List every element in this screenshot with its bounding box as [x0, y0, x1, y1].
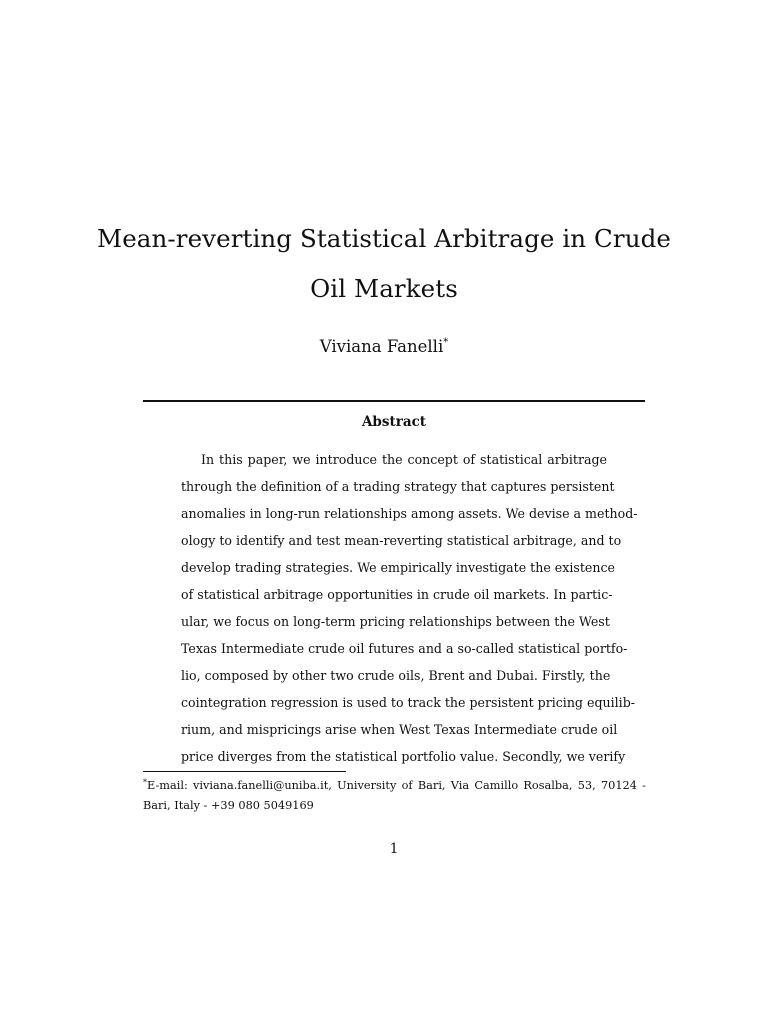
abstract-line: cointegration regression is used to track the persistent pricing equilib- — [181, 695, 636, 710]
abstract-top-rule — [143, 400, 645, 402]
abstract-body — [181, 446, 638, 770]
footnote-mark: * — [143, 778, 147, 787]
abstract-heading: Abstract — [361, 414, 427, 430]
footnote-text-2: Bari, Italy - +39 080 5049169 — [143, 799, 314, 812]
footnote — [143, 776, 646, 816]
abstract-line: lio, composed by other two crude oils, Brent and Dubai. Firstly, the — [181, 668, 611, 683]
page-number: 1 — [389, 841, 399, 857]
abstract-line: rium, and mispricings arise when West Texas Intermediate crude oil — [181, 722, 618, 737]
footnote-rule — [143, 771, 346, 772]
footnote-text-1: E-mail: viviana.fanelli@uniba.it, University of Bari, Via Camillo Rosalba, 53, 70124 - — [147, 779, 646, 792]
paper-title-line-2: Oil Markets — [310, 274, 458, 303]
abstract-line: price diverges from the statistical portfolio value. Secondly, we verify — [181, 749, 626, 764]
author-name — [0, 337, 768, 356]
abstract-line: Texas Intermediate crude oil futures and a so-called statistical portfo- — [181, 641, 628, 656]
abstract-line: In this paper, we introduce the concept of statistical arbitrage — [201, 452, 607, 467]
abstract-line: through the definition of a trading strategy that captures persistent — [181, 479, 615, 494]
author-footnote-mark: * — [443, 337, 449, 348]
abstract-line: develop trading strategies. We empirically investigate the existence — [181, 560, 615, 575]
paper-title-line-1: Mean-reverting Statistical Arbitrage in Crude — [97, 224, 671, 253]
author-name-text: Viviana Fanelli — [319, 337, 444, 356]
footnote-line-1 — [143, 776, 646, 796]
abstract-line: of statistical arbitrage opportunities in crude oil markets. In partic- — [181, 587, 613, 602]
abstract-line: ular, we focus on long-term pricing relationships between the West — [181, 614, 610, 629]
abstract-line: anomalies in long-run relationships among assets. We devise a method- — [181, 506, 638, 521]
abstract-line: ology to identify and test mean-reverting statistical arbitrage, and to — [181, 533, 622, 548]
